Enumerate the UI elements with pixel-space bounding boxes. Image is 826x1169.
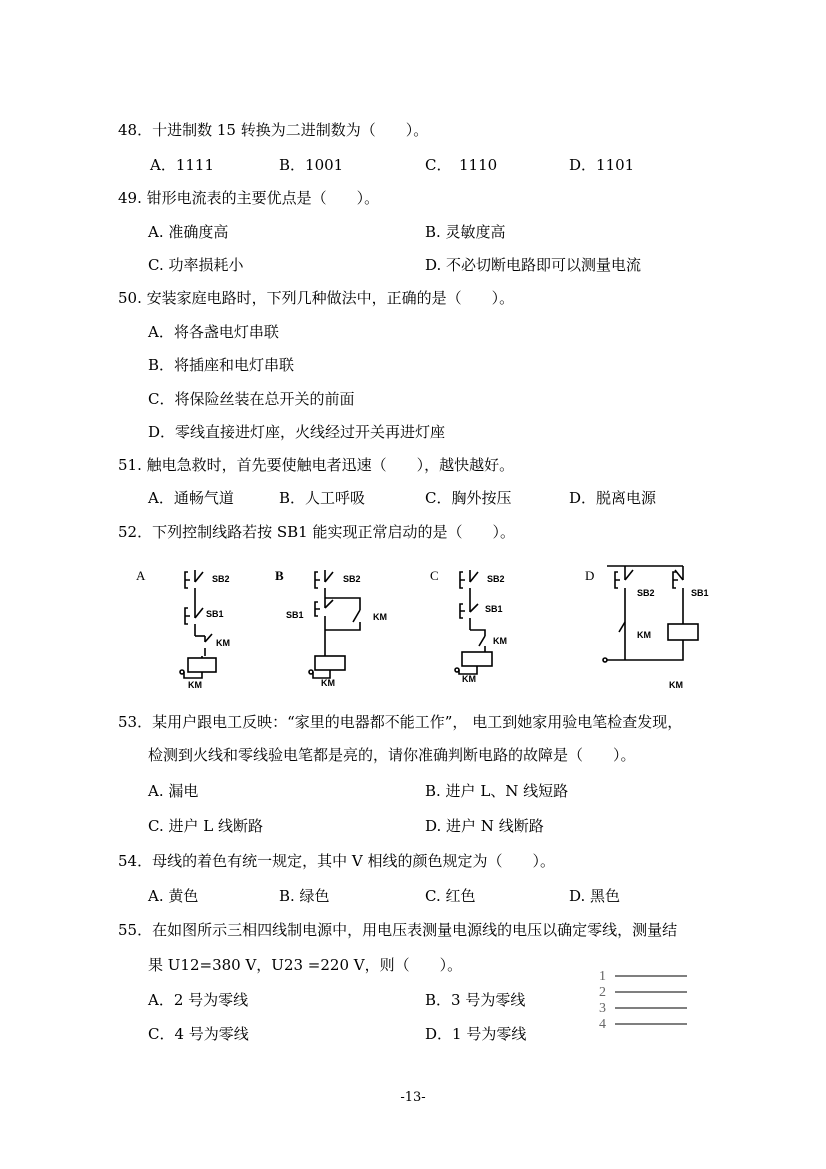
diagram-d-km-contact: KM <box>637 630 651 640</box>
q54-option-d: D. 黑色 <box>569 887 621 905</box>
diagram-c-sb1: SB1 <box>485 604 503 614</box>
diagram-b-km-contact: KM <box>373 612 387 622</box>
diagram-d-sb2: SB2 <box>637 588 655 598</box>
circuit-diagram-d <box>595 560 725 695</box>
diagram-c-label: C <box>430 568 439 583</box>
q51-option-d: D．脱离电源 <box>569 489 657 507</box>
q55-stem-line1: 55．在如图所示三相四线制电源中，用电压表测量电源线的电压以确定零线，测量结 <box>118 921 678 939</box>
diagram-b-km-coil: KM <box>321 678 335 688</box>
q49-option-c: C. 功率损耗小 <box>148 256 244 274</box>
diagram-c-km-coil: KM <box>462 674 476 684</box>
q53-option-a: A. 漏电 <box>148 782 199 800</box>
diagram-c-km-contact: KM <box>493 636 507 646</box>
q53-option-d: D. 进户 N 线断路 <box>425 817 544 835</box>
q48-option-d: D．1101 <box>569 156 635 174</box>
q55-option-b: B．3 号为零线 <box>425 991 526 1009</box>
diagram-d-km-coil: KM <box>669 680 683 690</box>
diagram-a-km-contact: KM <box>216 638 230 648</box>
q51-option-c: C．胸外按压 <box>425 489 512 507</box>
diagram-b-label: B <box>275 568 284 583</box>
q50-stem: 50. 安装家庭电路时，下列几种做法中，正确的是（ ）。 <box>118 289 515 307</box>
diagram-d-label: D <box>585 568 595 583</box>
q54-option-b: B. 绿色 <box>279 887 330 905</box>
diagram-a-sb1: SB1 <box>206 609 224 619</box>
q53-option-c: C. 进户 L 线断路 <box>148 817 263 835</box>
q55-option-c: C．4 号为零线 <box>148 1025 249 1043</box>
q50-option-a: A．将各盏电灯串联 <box>148 323 279 341</box>
q55-option-a: A．2 号为零线 <box>148 991 249 1009</box>
q53-stem-line2: 检测到火线和零线验电笔都是亮的，请你准确判断电路的故障是（ ）。 <box>148 746 636 764</box>
q55-option-d: D．1 号为零线 <box>425 1025 527 1043</box>
q48-option-c: C． 1110 <box>425 156 498 174</box>
diagram-a-sb2: SB2 <box>212 574 230 584</box>
q53-stem-line1: 53．某用户跟电工反映：“家里的电器都不能工作”， 电工到她家用验电笔检查发现， <box>118 713 683 731</box>
q51-option-b: B．人工呼吸 <box>279 489 366 507</box>
q49-option-d: D. 不必切断电路即可以测量电流 <box>425 256 642 274</box>
diagram-a-km-coil: KM <box>188 680 202 690</box>
q54-option-a: A. 黄色 <box>148 887 199 905</box>
q49-stem: 49. 钳形电流表的主要优点是（ ）。 <box>118 189 380 207</box>
q49-option-a: A. 准确度高 <box>148 223 229 241</box>
page-number: -13- <box>400 1090 426 1105</box>
q54-stem: 54．母线的着色有统一规定，其中 V 相线的颜色规定为（ ）。 <box>118 852 555 870</box>
circuit-diagram-c <box>445 560 525 695</box>
q54-option-c: C. 红色 <box>425 887 476 905</box>
circuit-diagram-b <box>285 560 400 695</box>
circuit-diagram-a <box>170 560 250 695</box>
diagram-b-sb1: SB1 <box>286 610 304 620</box>
q48-stem: 48．十进制数 15 转换为二进制数为（ ）。 <box>118 121 429 139</box>
diagram-a-label: A <box>136 568 146 583</box>
q51-stem: 51. 触电急救时，首先要使触电者迅速（ ），越快越好。 <box>118 456 515 474</box>
q48-option-b: B．1001 <box>279 156 344 174</box>
q49-option-b: B. 灵敏度高 <box>425 223 506 241</box>
line-label-3: 3 <box>599 1001 606 1016</box>
q48-option-a: A．1111 <box>150 156 215 174</box>
line-label-2: 2 <box>599 985 606 1000</box>
line-label-4: 4 <box>599 1017 606 1032</box>
line-label-1: 1 <box>599 969 606 984</box>
q50-option-c: C．将保险丝装在总开关的前面 <box>148 390 355 408</box>
q55-stem-line2: 果 U12=380 V，U23 =220 V，则（ ）。 <box>148 956 463 974</box>
diagram-c-sb2: SB2 <box>487 574 505 584</box>
three-phase-lines-figure <box>595 965 695 1035</box>
q53-option-b: B. 进户 L、N 线短路 <box>425 782 569 800</box>
q50-option-b: B．将插座和电灯串联 <box>148 356 295 374</box>
q52-stem: 52．下列控制线路若按 SB1 能实现正常启动的是（ ）。 <box>118 523 515 541</box>
q51-option-a: A．通畅气道 <box>148 489 234 507</box>
diagram-b-sb2: SB2 <box>343 574 361 584</box>
q50-option-d: D．零线直接进灯座，火线经过开关再进灯座 <box>148 423 446 441</box>
diagram-d-sb1: SB1 <box>691 588 709 598</box>
